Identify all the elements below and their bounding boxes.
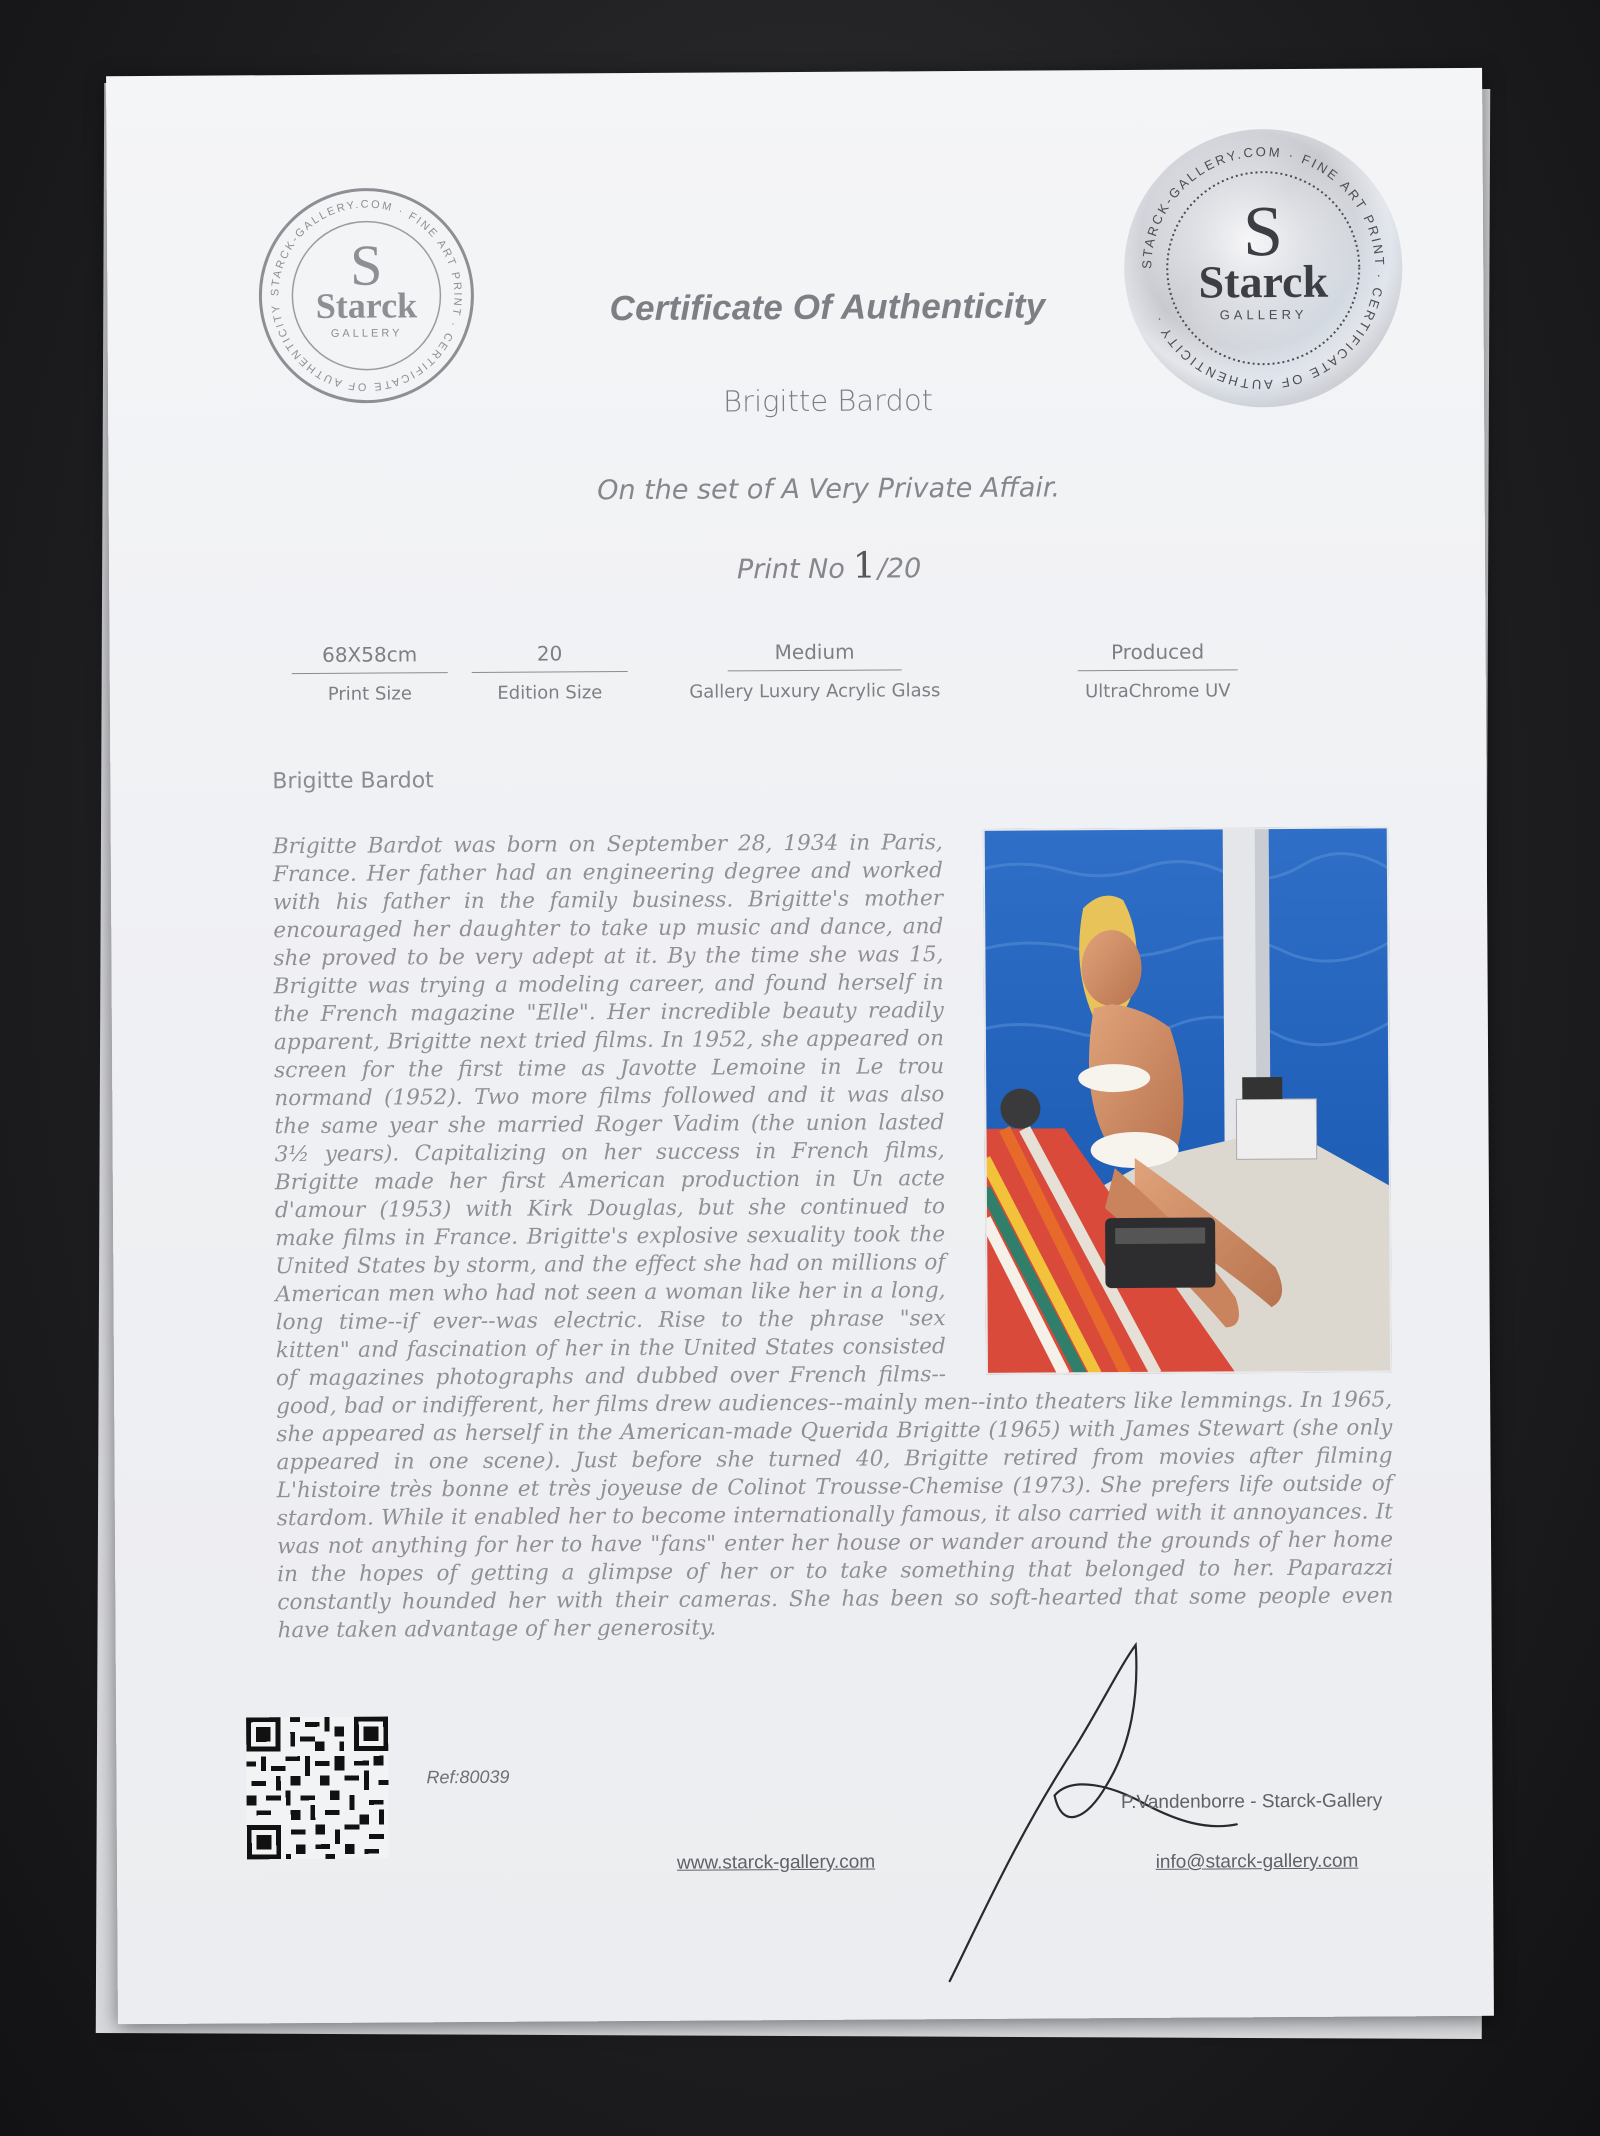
spec-value: Produced [1078, 639, 1238, 671]
biography [273, 826, 1394, 1645]
svg-text:STARCK-GALLERY.COM · FINE ART: STARCK-GALLERY.COM · FINE ART PRINT · CERTIFICATE OF AUTHENTICITY · [1139, 144, 1388, 393]
signer-name: P.Vandenborre - Starck-Gallery [1120, 1790, 1383, 1814]
svg-text:Starck: Starck [1198, 255, 1329, 308]
handwritten-signature [936, 1634, 1268, 1996]
email-link[interactable]: info@starck-gallery.com [1155, 1850, 1359, 1873]
print-no-label: Print No [736, 553, 845, 586]
svg-text:S: S [1242, 191, 1284, 272]
svg-text:GALLERY: GALLERY [330, 327, 403, 340]
svg-text:GALLERY: GALLERY [1219, 306, 1308, 323]
spec-value: 20 [472, 641, 628, 673]
spec-label: Edition Size [497, 682, 603, 704]
certificate-sheet [106, 68, 1494, 2024]
spec-medium [670, 639, 960, 703]
spec-edition-size [472, 641, 628, 704]
starck-gallery-seal-left [255, 184, 478, 407]
spec-value: Medium [728, 639, 902, 671]
artwork-photo [983, 826, 1392, 1374]
print-number [629, 545, 1029, 588]
reference-number: Ref:80039 [426, 1766, 510, 1788]
bio-heading: Brigitte Bardot [272, 768, 434, 795]
holographic-seal-right [1121, 126, 1405, 410]
spec-produced [1058, 639, 1258, 702]
svg-text:Starck: Starck [315, 285, 418, 326]
qr-code[interactable] [246, 1717, 389, 1860]
spec-value: 68X58cm [292, 642, 448, 674]
svg-text:S: S [349, 232, 383, 298]
bio-text: Brigitte Bardot was born on September 28, 1934 in Paris, France. Her father had an engineering degree and worked with his father in the family business. Brigitte's mother encouraged her daughter to take up music and dance, and she proved to be very adept at it. By the time she was 15, Brigitte was trying a modeling career, and found herself in the French magazine "Elle". Her incredible beauty readily apparent, Brigitte next tried films. In 1952, she appeared on screen for the first time as Javotte Lemoine in Le trou normand (1952). Two more films followed and it was also the same year she married Roger Vadim (the union lasted 3½ years). Capitalizing on her success in French films, Brigitte made her first American production in Un acte d'amour (1953) with Kirk Douglas, but she continued to make films in France. Brigitte's explosive sexuality took the United States by storm, and the effect she had on millions of American men who had not seen a woman like her in a long, long time--if ever--was electric. Rise to the phrase "sex kitten" and fascination of her in the United States consisted of magazines photographs and dubbed over French films--good, bad or indifferent, her films drew audiences--mainly men--into theaters like lemmings. In 1965, she appeared as herself in the American-made Querida Brigitte (1965) with James Stewart (she only appeared in one scene). Just before she turned 40, Brigitte retired from movies after filming L'histoire très bonne et très joyeuse de Colinot Trousse-Chemise (1973). She prefers life outside of stardom. While it enabled her to become internationally famous, it also carried with it annoyances. It was not anything for her to have "fans" enter her house or wander around the grounds of her home in the hopes of getting a glimpse of her or to take something that belonged to her. Paparazzi constantly hounded her with their cameras. She has been so soft-hearted that some people even have taken advantage of her generosity. [272, 830, 1394, 1644]
spec-label: UltraChrome UV [1085, 680, 1231, 703]
svg-text:STARCK-GALLERY.COM · FINE ART: STARCK-GALLERY.COM · FINE ART PRINT · CERTIFICATE OF AUTHENTICITY [269, 198, 464, 393]
print-no-handwritten: 1 [852, 545, 876, 587]
print-no-total: /20 [877, 553, 922, 585]
spec-print-size [292, 642, 448, 705]
website-link[interactable]: www.starck-gallery.com [676, 1851, 876, 1874]
artist-name: Brigitte Bardot [722, 383, 934, 419]
spec-label: Gallery Luxury Acrylic Glass [689, 680, 941, 703]
artwork-subtitle: On the set of A Very Private Affair. [597, 472, 1061, 507]
certificate-title: Certificate Of Authenticity [609, 286, 1046, 329]
spec-label: Print Size [327, 683, 412, 705]
